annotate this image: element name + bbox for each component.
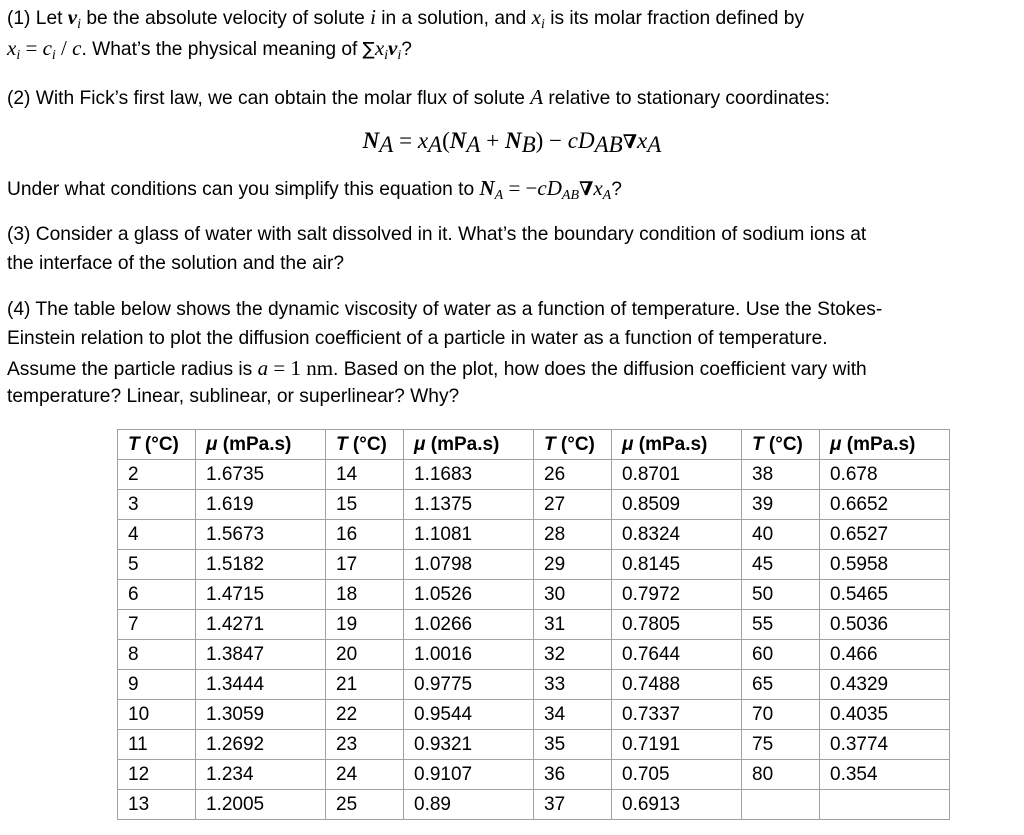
viscosity-cell: 0.8324 (612, 520, 742, 550)
subscript-i: i (541, 17, 545, 32)
viscosity-cell: 0.6913 (612, 790, 742, 820)
viscosity-cell (820, 790, 950, 820)
temperature-cell: 26 (534, 460, 612, 490)
temperature-cell: 28 (534, 520, 612, 550)
q1-text: . What’s the physical meaning of (81, 39, 363, 60)
viscosity-cell: 0.89 (404, 790, 534, 820)
header-temperature: T (°C) (326, 430, 404, 460)
subscript-a: A (647, 132, 662, 157)
viscosity-cell: 1.234 (196, 760, 326, 790)
table-row (118, 760, 950, 790)
table-row (118, 460, 950, 490)
header-temperature: T (°C) (742, 430, 820, 460)
concentration-symbol: c (42, 36, 52, 60)
viscosity-cell: 0.9544 (404, 700, 534, 730)
diffusivity-symbol: D (578, 128, 595, 153)
viscosity-cell: 1.0266 (404, 610, 534, 640)
subscript-a: A (602, 188, 612, 203)
viscosity-cell: 1.0798 (404, 550, 534, 580)
viscosity-cell: 0.6652 (820, 490, 950, 520)
viscosity-cell: 1.3444 (196, 670, 326, 700)
viscosity-cell: 0.5465 (820, 580, 950, 610)
temperature-cell: 22 (326, 700, 404, 730)
q1-text: in a solution, and (375, 8, 532, 29)
viscosity-cell: 1.1375 (404, 490, 534, 520)
viscosity-cell: 0.8509 (612, 490, 742, 520)
viscosity-cell: 0.9321 (404, 730, 534, 760)
temperature-cell: 24 (326, 760, 404, 790)
velocity-symbol: v (67, 5, 78, 29)
total-concentration-symbol: c (72, 36, 82, 60)
plus-sign: + (480, 128, 505, 153)
header-temperature: T (°C) (118, 430, 196, 460)
viscosity-cell: 0.5958 (820, 550, 950, 580)
viscosity-cell: 0.8145 (612, 550, 742, 580)
temperature-cell: 9 (118, 670, 196, 700)
temperature-cell: 6 (118, 580, 196, 610)
subscript-b: B (521, 132, 536, 157)
equals-minus-sign: = − (503, 176, 538, 200)
question-4-line-2: Einstein relation to plot the diffusion coefficient of a particle in water as a function of temperature. (7, 328, 828, 349)
subscript-i: i (77, 17, 82, 32)
temperature-cell: 33 (534, 670, 612, 700)
viscosity-cell: 0.705 (612, 760, 742, 790)
header-viscosity: μ (mPa.s) (404, 430, 534, 460)
viscosity-cell: 1.5182 (196, 550, 326, 580)
subscript-a: A (494, 188, 504, 203)
q2-text: Under what conditions can you simplify this equation to (7, 179, 480, 200)
table-body (118, 460, 950, 820)
temperature-cell: 39 (742, 490, 820, 520)
molar-fraction-symbol: x (637, 128, 648, 153)
viscosity-cell: 0.466 (820, 640, 950, 670)
question-4-line-3 (7, 355, 867, 383)
header-viscosity: μ (mPa.s) (820, 430, 950, 460)
diffusivity-symbol: D (546, 176, 562, 200)
temperature-cell: 37 (534, 790, 612, 820)
viscosity-cell: 1.0016 (404, 640, 534, 670)
subscript-a: A (466, 132, 481, 157)
viscosity-cell: 0.7337 (612, 700, 742, 730)
subscript-i: i (384, 48, 389, 63)
viscosity-cell: 0.3774 (820, 730, 950, 760)
temperature-cell: 60 (742, 640, 820, 670)
temperature-cell: 30 (534, 580, 612, 610)
question-1-line-1 (7, 4, 804, 38)
viscosity-cell: 0.7972 (612, 580, 742, 610)
q4-text: Assume the particle radius is (7, 359, 258, 380)
radius-symbol: a (257, 356, 269, 380)
temperature-cell: 15 (326, 490, 404, 520)
table-row (118, 640, 950, 670)
q1-text: be the absolute velocity of solute (81, 8, 371, 29)
q1-text: is its molar fraction defined by (544, 8, 805, 29)
viscosity-cell: 0.354 (820, 760, 950, 790)
temperature-cell: 7 (118, 610, 196, 640)
viscosity-cell: 0.6527 (820, 520, 950, 550)
question-1-line-2 (7, 35, 412, 69)
question-4-line-4: temperature? Linear, sublinear, or superlinear? Why? (7, 386, 460, 407)
viscosity-cell: 0.8701 (612, 460, 742, 490)
question-3-line-2: the interface of the solution and the air? (7, 253, 345, 274)
temperature-cell: 2 (118, 460, 196, 490)
temperature-cell: 10 (118, 700, 196, 730)
molar-fraction-symbol: x (7, 36, 17, 60)
table-row (118, 520, 950, 550)
solute-symbol: i (370, 5, 376, 29)
viscosity-cell: 0.5036 (820, 610, 950, 640)
question-4-line-1: (4) The table below shows the dynamic viscosity of water as a function of temperature. Use the Stokes- (7, 299, 883, 320)
viscosity-cell: 0.7644 (612, 640, 742, 670)
subscript-ab: AB (561, 188, 580, 203)
table-row (118, 490, 950, 520)
viscosity-cell: 1.2005 (196, 790, 326, 820)
viscosity-cell: 1.6735 (196, 460, 326, 490)
temperature-cell: 29 (534, 550, 612, 580)
temperature-cell: 12 (118, 760, 196, 790)
fick-equation (0, 126, 1024, 160)
radius-value: = 1 nm (268, 356, 334, 380)
temperature-cell: 8 (118, 640, 196, 670)
viscosity-cell: 1.2692 (196, 730, 326, 760)
temperature-cell: 35 (534, 730, 612, 760)
viscosity-cell: 1.3847 (196, 640, 326, 670)
viscosity-cell: 0.678 (820, 460, 950, 490)
viscosity-cell: 1.1683 (404, 460, 534, 490)
subscript-a: A (379, 132, 394, 157)
temperature-cell: 40 (742, 520, 820, 550)
flux-symbol: N (479, 176, 495, 200)
molar-fraction-symbol: x (374, 36, 385, 60)
molar-fraction-symbol: x (593, 176, 603, 200)
equals-sign: = (393, 128, 418, 153)
concentration-symbol: c (537, 176, 547, 200)
table-header-row (118, 430, 950, 460)
temperature-cell: 23 (326, 730, 404, 760)
flux-symbol: N (504, 128, 522, 153)
viscosity-cell: 0.4035 (820, 700, 950, 730)
table-row (118, 700, 950, 730)
temperature-cell (742, 790, 820, 820)
temperature-cell: 11 (118, 730, 196, 760)
gradient-symbol: ∇ (579, 178, 594, 200)
table-row (118, 610, 950, 640)
temperature-cell: 4 (118, 520, 196, 550)
header-viscosity: μ (mPa.s) (612, 430, 742, 460)
gradient-symbol: ∇ (622, 131, 638, 153)
temperature-cell: 17 (326, 550, 404, 580)
temperature-cell: 21 (326, 670, 404, 700)
temperature-cell: 36 (534, 760, 612, 790)
temperature-cell: 50 (742, 580, 820, 610)
viscosity-cell: 1.5673 (196, 520, 326, 550)
table-row (118, 580, 950, 610)
sum-symbol: ∑ (362, 39, 375, 60)
subscript-i: i (51, 48, 56, 63)
temperature-cell: 25 (326, 790, 404, 820)
q2-text: ? (611, 179, 622, 200)
viscosity-cell: 1.4271 (196, 610, 326, 640)
viscosity-cell: 0.7488 (612, 670, 742, 700)
paren: ( (442, 128, 450, 153)
temperature-cell: 5 (118, 550, 196, 580)
concentration-symbol: c (567, 128, 578, 153)
header-temperature: T (°C) (534, 430, 612, 460)
q1-text: ? (401, 39, 412, 60)
solute-a-symbol: A (530, 85, 544, 109)
viscosity-cell: 0.7805 (612, 610, 742, 640)
q2-text: (2) With Fick’s first law, we can obtain the molar flux of solute (7, 88, 531, 109)
molar-fraction-symbol: x (417, 128, 429, 153)
subscript-i: i (16, 48, 21, 63)
subscript-i: i (397, 48, 402, 63)
q2-text: relative to stationary coordinates: (543, 88, 830, 109)
viscosity-cell: 0.9107 (404, 760, 534, 790)
q1-text: (1) Let (7, 8, 68, 29)
question-3-line-1: (3) Consider a glass of water with salt dissolved in it. What’s the boundary condition of sodium ions at (7, 224, 867, 245)
temperature-cell: 70 (742, 700, 820, 730)
temperature-cell: 14 (326, 460, 404, 490)
header-viscosity: μ (mPa.s) (196, 430, 326, 460)
molar-fraction-symbol: x (531, 5, 541, 29)
viscosity-cell: 0.9775 (404, 670, 534, 700)
viscosity-cell: 1.3059 (196, 700, 326, 730)
q4-text: . Based on the plot, how does the diffusion coefficient vary with (333, 359, 867, 380)
temperature-cell: 45 (742, 550, 820, 580)
minus-sign: ) − (535, 128, 568, 153)
temperature-cell: 18 (326, 580, 404, 610)
viscosity-cell: 1.4715 (196, 580, 326, 610)
temperature-cell: 80 (742, 760, 820, 790)
table-row (118, 550, 950, 580)
table-row (118, 670, 950, 700)
subscript-a: A (428, 132, 443, 157)
temperature-cell: 65 (742, 670, 820, 700)
equals-sign: = (20, 36, 43, 60)
viscosity-table (117, 429, 950, 820)
temperature-cell: 31 (534, 610, 612, 640)
flux-symbol: N (362, 128, 380, 153)
temperature-cell: 55 (742, 610, 820, 640)
viscosity-cell: 1.0526 (404, 580, 534, 610)
temperature-cell: 16 (326, 520, 404, 550)
temperature-cell: 27 (534, 490, 612, 520)
flux-symbol: N (449, 128, 467, 153)
viscosity-cell: 0.4329 (820, 670, 950, 700)
temperature-cell: 20 (326, 640, 404, 670)
viscosity-cell: 0.7191 (612, 730, 742, 760)
temperature-cell: 19 (326, 610, 404, 640)
temperature-cell: 38 (742, 460, 820, 490)
question-2-condition (7, 175, 622, 209)
viscosity-cell: 1.619 (196, 490, 326, 520)
viscosity-cell: 1.1081 (404, 520, 534, 550)
temperature-cell: 32 (534, 640, 612, 670)
divide-sign: / (55, 36, 73, 60)
temperature-cell: 34 (534, 700, 612, 730)
temperature-cell: 75 (742, 730, 820, 760)
question-2-intro (7, 84, 830, 112)
table-row (118, 790, 950, 820)
temperature-cell: 3 (118, 490, 196, 520)
table-row (118, 730, 950, 760)
velocity-symbol: v (388, 36, 398, 60)
subscript-ab: AB (594, 132, 623, 157)
temperature-cell: 13 (118, 790, 196, 820)
